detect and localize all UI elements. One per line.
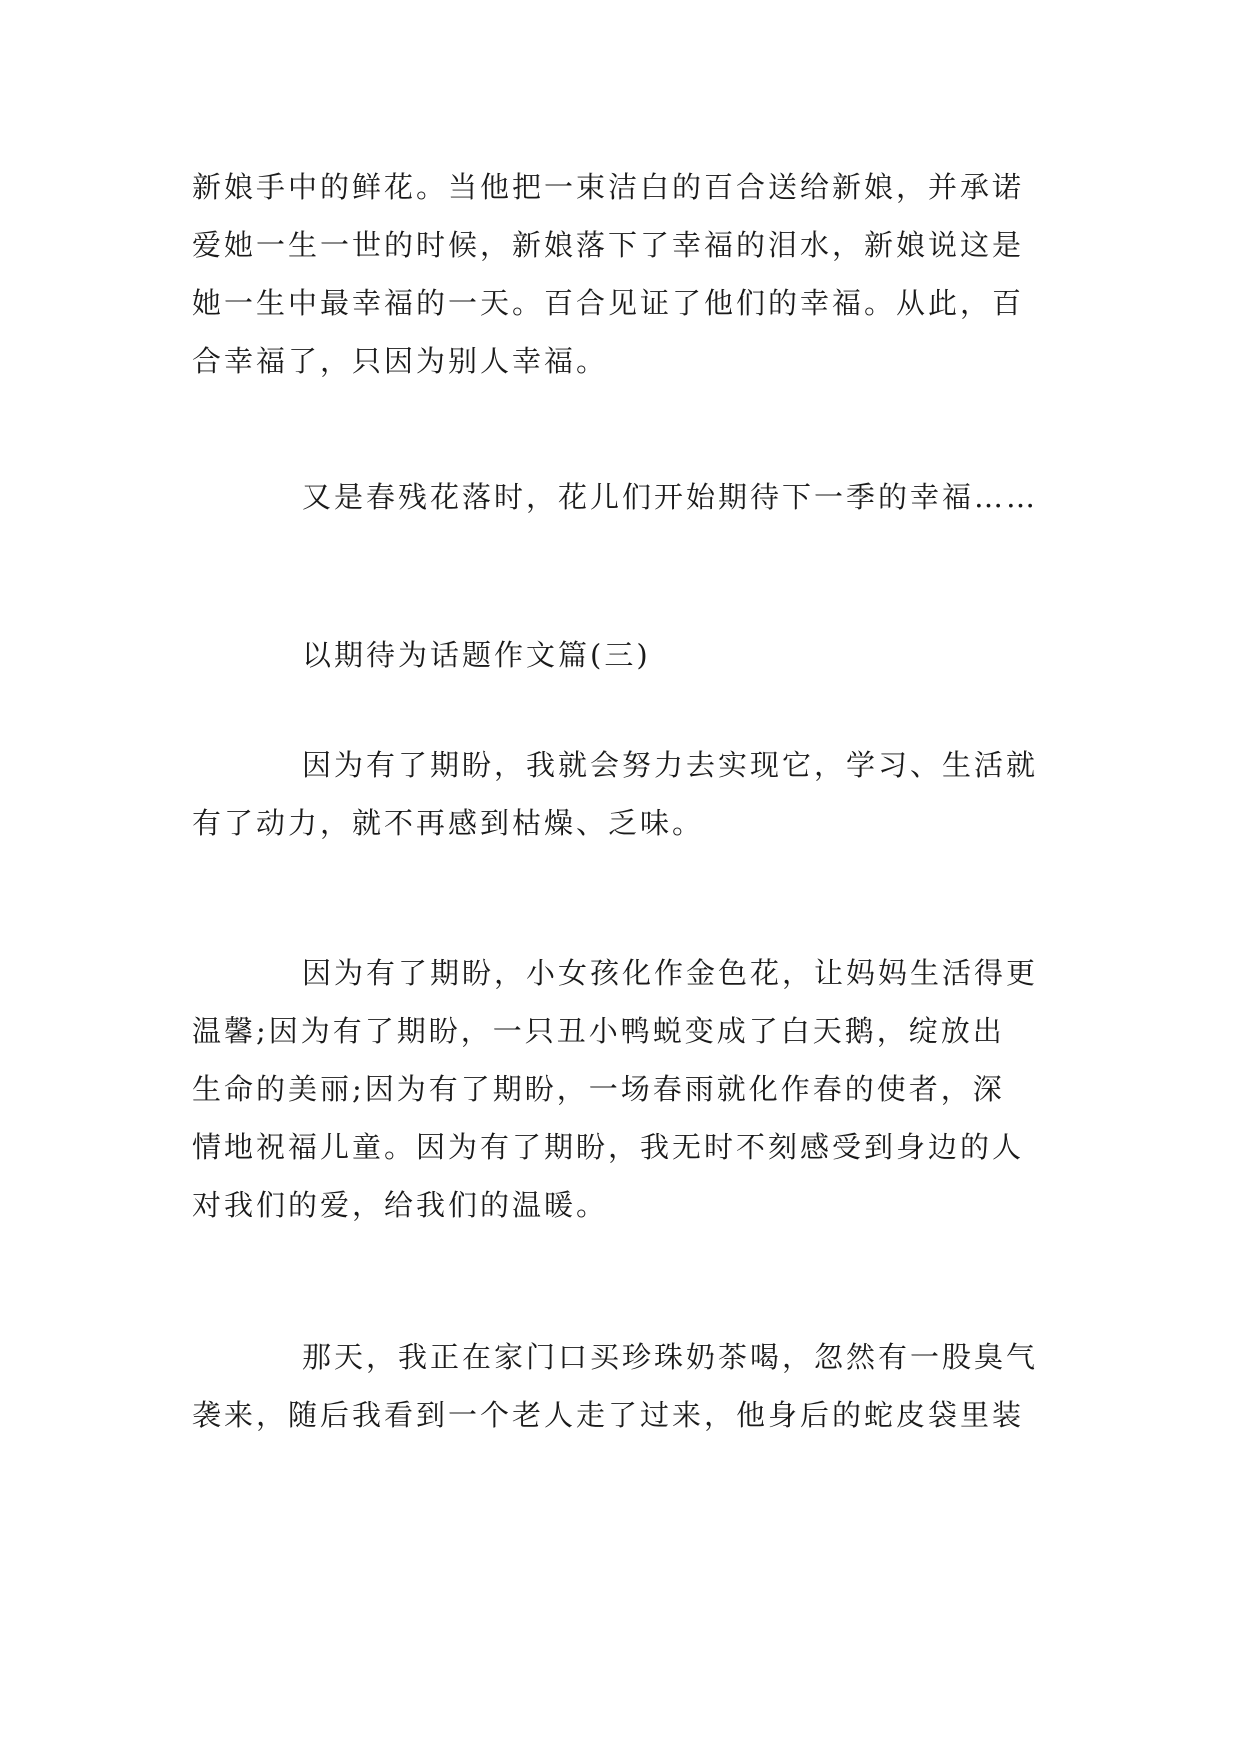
section-heading [192,626,1052,684]
text-line: 因为有了期盼，我就会努力去实现它，学习、生活就 [302,748,1039,782]
paragraph-spring-ending [192,468,1052,526]
text-line: 那天，我正在家门口买珍珠奶茶喝，忽然有一股臭气 [302,1340,1039,1374]
heading-line: 以期待为话题作文篇(三) [302,638,651,672]
text-line: 袭来，随后我看到一个老人走了过来，他身后的蛇皮袋里装 [192,1398,1025,1432]
text-line: 情地祝福儿童。因为有了期盼，我无时不刻感受到身边的人 [192,1130,1025,1164]
text-line: 生命的美丽;因为有了期盼，一场春雨就化作春的使者，深 [192,1072,1005,1106]
text-line: 合幸福了，只因为别人幸福。 [192,344,609,378]
paragraph-that-day [192,1328,1052,1444]
paragraph-expectation-motivation [192,736,1052,852]
paragraph-because-of-expectation [192,944,1052,1234]
text-line: 温馨;因为有了期盼，一只丑小鸭蜕变成了白天鹅，绽放出 [192,1014,1005,1048]
text-line: 她一生中最幸福的一天。百合见证了他们的幸福。从此，百 [192,286,1025,320]
paragraph-lily-happiness [192,158,1052,390]
text-line: 又是春残花落时，花儿们开始期待下一季的幸福…… [302,480,1039,514]
text-line: 对我们的爱，给我们的温暖。 [192,1188,609,1222]
text-line: 新娘手中的鲜花。当他把一束洁白的百合送给新娘，并承诺 [192,170,1025,204]
text-line: 爱她一生一世的时候，新娘落下了幸福的泪水，新娘说这是 [192,228,1025,262]
text-line: 有了动力，就不再感到枯燥、乏味。 [192,806,705,840]
text-line: 因为有了期盼，小女孩化作金色花，让妈妈生活得更 [302,956,1039,990]
